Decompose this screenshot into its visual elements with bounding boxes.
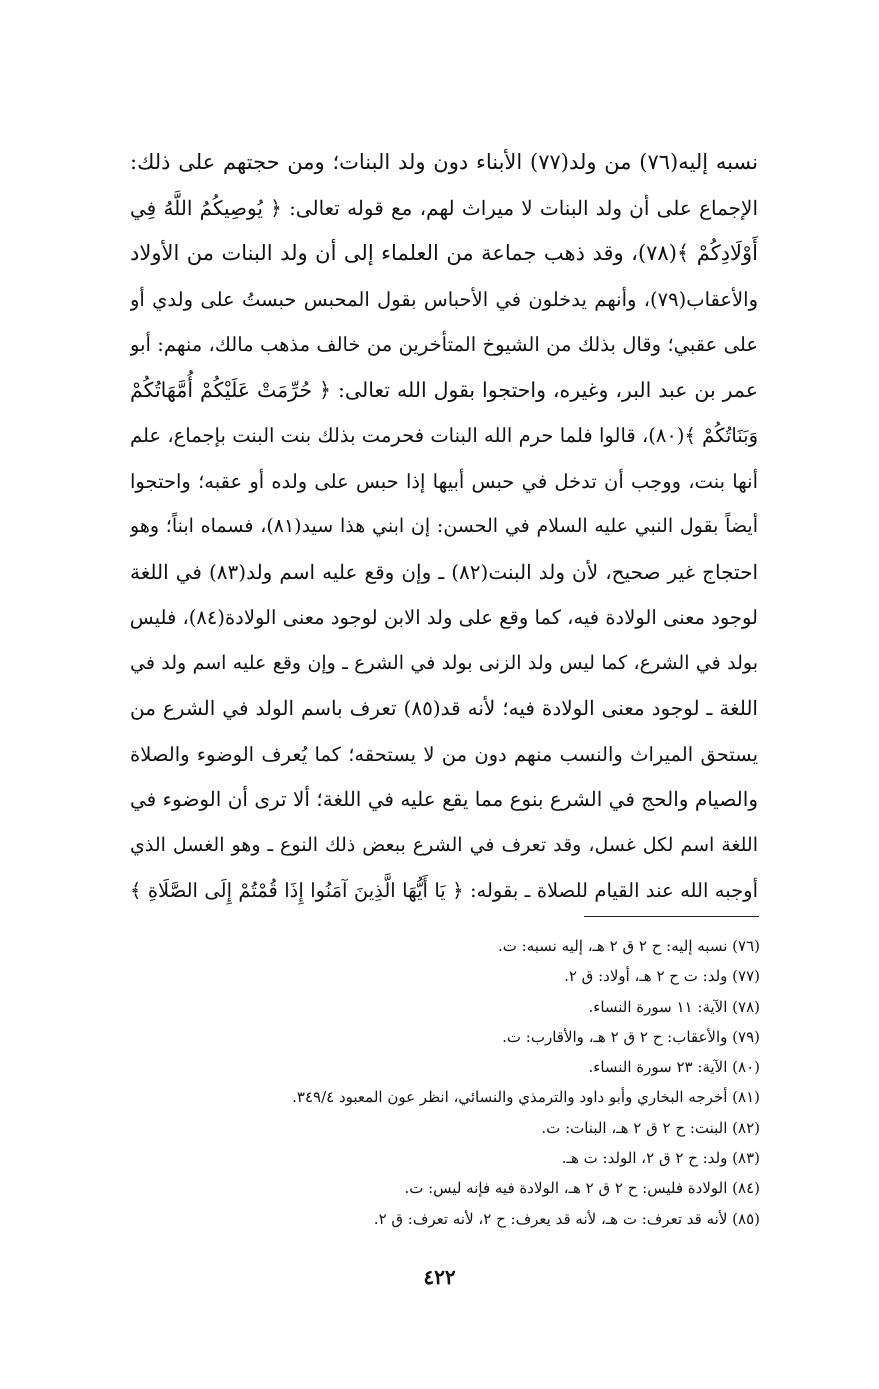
footnote: (٨٠) الآية: ٢٣ سورة النساء. bbox=[588, 1058, 760, 1077]
footnote: (٧٧) ولد: ت ح ٢ هـ، أولاد: ق ٢. bbox=[564, 967, 760, 986]
text-line: بولد في الشرع، كما ليس ولد الزنى بولد في الشرع ـ وإن وقع عليه اسم ولد في bbox=[130, 651, 758, 674]
text-line: وَبَنَاتُكُمْ ﴾(٨٠)، قالوا فلما حرم الله البنات فحرمت بذلك بنت البنت بإجماع، علم bbox=[130, 424, 758, 447]
text-line: أنها بنت، ووجب أن تدخل في حبس أبيها إذا حبس على ولده أو عقبه؛ واحتجوا bbox=[130, 469, 758, 493]
main-text-block bbox=[130, 140, 758, 914]
text-line: على عقبي؛ وقال بذلك من الشيوخ المتأخرين من خالف مذهب مالك، منهم: أبو bbox=[130, 333, 758, 356]
footnote: (٧٨) الآية: ١١ سورة النساء. bbox=[588, 997, 760, 1016]
text-line: لوجود معنى الولادة فيه، كما وقع على ولد الابن لوجود معنى الولادة(٨٤)، فليس bbox=[130, 606, 758, 629]
footnote: (٨٢) البنت: ح ٢ ق ٢ هـ، البنات: ت. bbox=[541, 1118, 760, 1137]
text-line: أوجبه الله عند القيام للصلاة ـ بقوله: ﴿ يَا أَيُّهَا الَّذِينَ آمَنُوا إِذَا قُمْتُمْ إِلَى الصَّلَاةِ ﴾ bbox=[130, 879, 758, 902]
footnote: (٨٥) لأنه قد تعرف: ت هـ، لأنه قد يعرف: ح ٢، لأنه تعرف: ق ٢. bbox=[373, 1209, 760, 1228]
footnote-separator bbox=[584, 916, 759, 917]
text-line: احتجاج غير صحيح، لأن ولد البنت(٨٢) ـ وإن وقع عليه اسم ولد(٨٣) في اللغة bbox=[130, 559, 758, 584]
footnotes-block bbox=[130, 931, 760, 1234]
text-line: اللغة ـ لوجود معنى الولادة فيه؛ لأنه قد(٨٥) تعرف باسم الولد في الشرع من bbox=[130, 696, 758, 720]
text-line: أيضاً بقول النبي عليه السلام في الحسن: إن ابني هذا سيد(٨١)، فسماه ابناً؛ وهو bbox=[130, 515, 758, 537]
footnote: (٨٣) ولد: ح ٢ ق ٢، الولد: ت هـ. bbox=[561, 1149, 760, 1168]
text-line: عمر بن عبد البر، وغيره، واحتجوا بقول الله تعالى: ﴿ حُرِّمَتْ عَلَيْكُمْ أُمَّهَاتُكُمْ bbox=[130, 377, 758, 402]
text-line: والصيام والحج في الشرع بنوع مما يقع عليه في اللغة؛ ألا ترى أن الوضوء في bbox=[130, 787, 758, 811]
footnote: (٧٩) والأعقاب: ح ٢ ق ٢ هـ، والأقارب: ت. bbox=[502, 1027, 760, 1046]
footnote: (٨١) أخرجه البخاري وأبو داود والترمذي والنسائي، انظر عون المعبود ٣٤٩/٤. bbox=[292, 1088, 760, 1107]
footnote: (٧٦) نسبه إليه: ح ٢ ق ٢ هـ، إليه نسبه: ت. bbox=[498, 937, 760, 955]
text-line: يستحق الميراث والنسب منهم دون من لا يستحقه؛ كما يُعرف الوضوء والصلاة bbox=[130, 742, 758, 766]
text-line: والأعقاب(٧٩)، وأنهم يدخلون في الأحباس بقول المحبس حبستُ على ولدي أو bbox=[130, 287, 758, 311]
text-line: الإجماع على أن ولد البنات لا ميراث لهم، مع قوله تعالى: ﴿ يُوصِيكُمُ اللَّهُ فِي bbox=[130, 195, 758, 220]
footnote: (٨٤) الولادة فليس: ح ٢ ق ٢ هـ، الولادة فيه فإنه ليس: ت. bbox=[404, 1179, 760, 1198]
text-line: اللغة اسم لكل غسل، وقد تعرف في الشرع ببعض ذلك النوع ـ وهو الغسل الذي bbox=[130, 833, 758, 856]
text-line: أَوْلَادِكُمْ ﴾(٧٨)، وقد ذهب جماعة من العلماء إلى أن ولد البنات من الأولاد bbox=[130, 241, 758, 265]
text-line: نسبه إليه(٧٦) من ولد(٧٧) الأبناء دون ولد البنات؛ ومن حجتهم على ذلك: bbox=[130, 150, 758, 174]
page-number: ٤٢٢ bbox=[423, 1265, 456, 1289]
